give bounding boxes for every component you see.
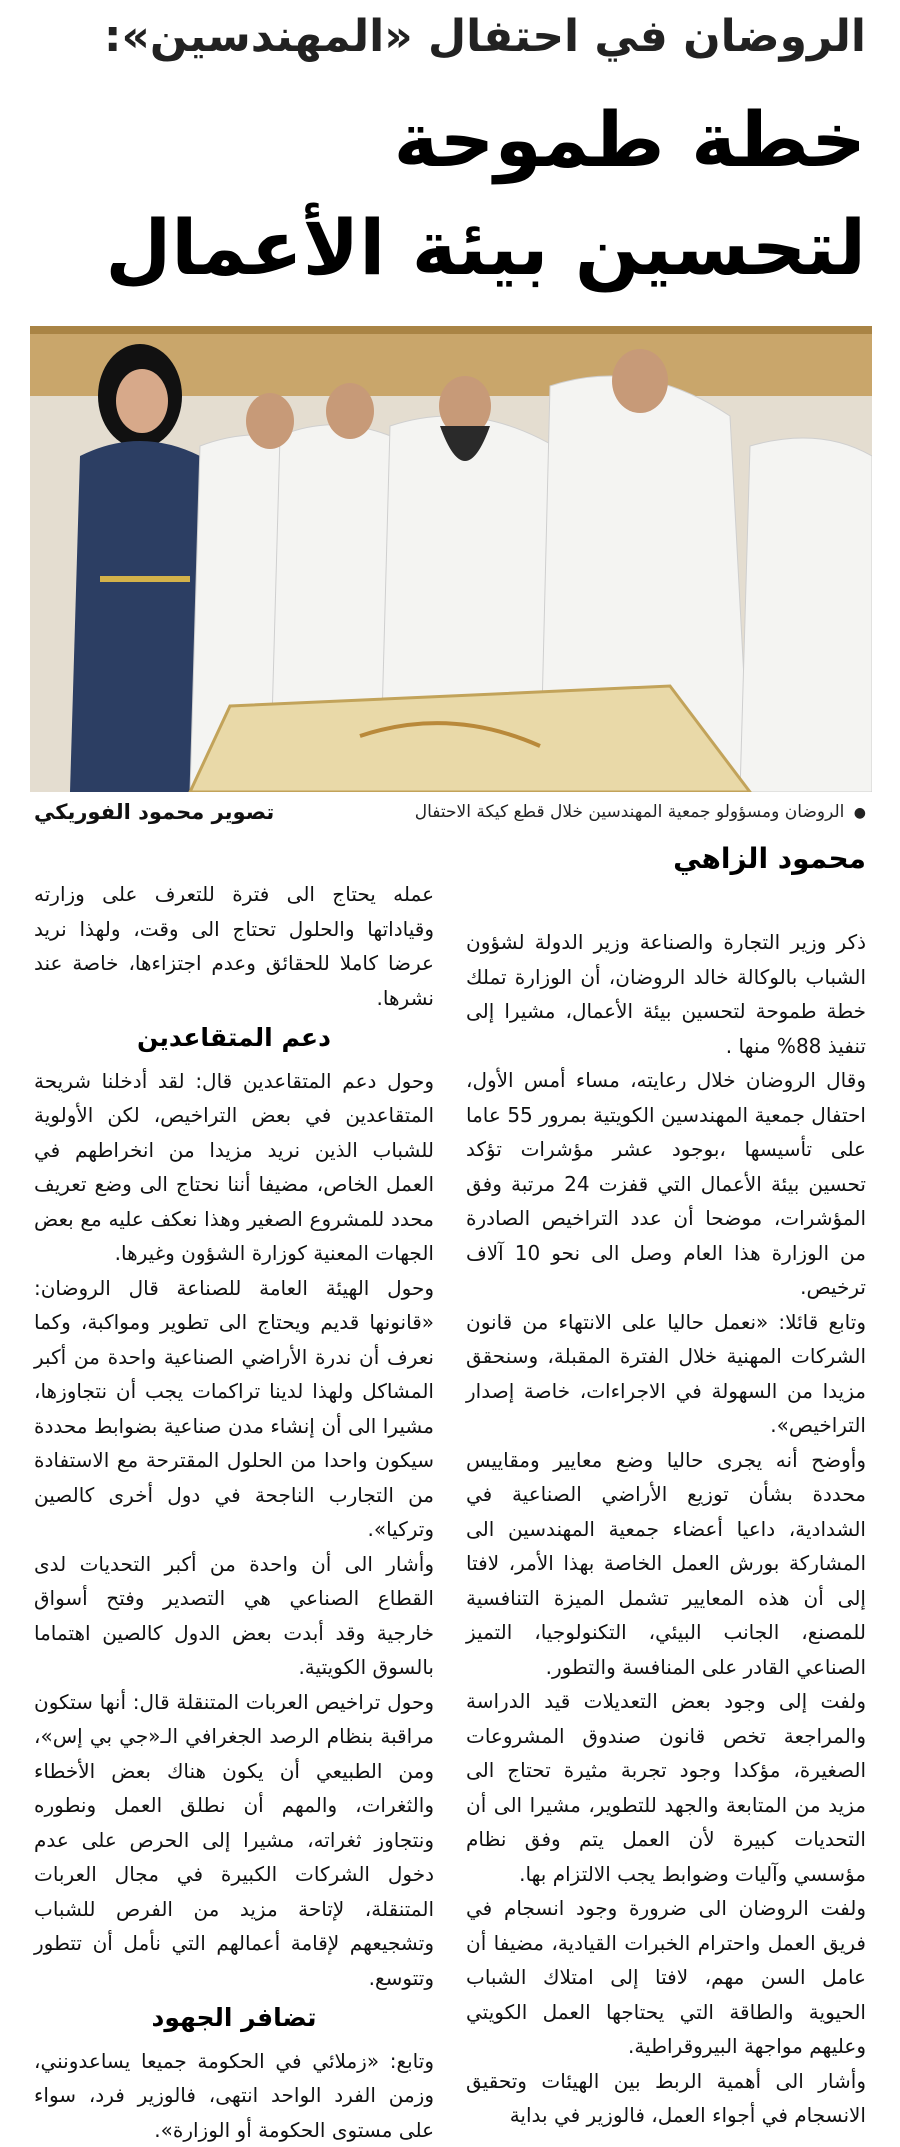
paragraph: وتابع قائلا: «نعمل حاليا على الانتهاء من قانون الشركات المهنية خلال الفترة المقبلة، وسنحقق مزيدا من السهولة في الاجراءات، خاصة إصدار التراخيص». <box>466 1305 866 1443</box>
headline-line-2: لتحسين بيئة الأعمال <box>34 206 866 290</box>
author-byline: محمود الزاهي <box>673 842 866 875</box>
paragraph: وأوضح أنه يجرى حاليا وضع معايير ومقاييس محددة بشأن توزيع الأراضي الصناعية في الشدادية، داعيا أعضاء جمعية المهندسين الى المشاركة بورش العمل الخاصة بهذا الأمر، لافتا إلى أن هذه المعايير تشمل الميزة التنافسية للمصنع، الجانب البيئي، التكنولوجيا، التميز الصناعي القادر على المنافسة والتطور. <box>466 1443 866 1685</box>
paragraph: وحول دعم المتقاعدين قال: لقد أدخلنا شريحة المتقاعدين في بعض التراخيص، لكن الأولوية للشباب الذين نريد مزيدا من انخراطهم في العمل الخاص، مضيفا أننا نحتاج الى وضع تعريف محدد للمشروع الصغير وهذا نعكف عليه مع بعض الجهات المعنية كوزارة الشؤون وغيرها. <box>34 1064 434 1271</box>
paragraph: ذكر وزير التجارة والصناعة وزير الدولة لشؤون الشباب بالوكالة خالد الروضان، أن الوزارة تملك خطة طموحة لتحسين بيئة الأعمال، مشيرا إلى تنفيذ 88% منها . <box>466 925 866 1063</box>
photo-illustration <box>30 326 872 792</box>
photo-caption <box>415 802 866 822</box>
paragraph: وأشار الى أهمية الربط بين الهيئات وتحقيق الانسجام في أجواء العمل، فالوزير في بداية <box>466 2064 866 2133</box>
headline-line-1: خطة طموحة <box>34 98 866 182</box>
photo-credit: تصوير محمود الفوريكي <box>34 800 274 824</box>
article-photo <box>30 326 872 792</box>
photo-caption-text: الروضان ومسؤولو جمعية المهندسين خلال قطع كيكة الاحتفال <box>415 802 845 822</box>
section-heading-efforts: تضافر الجهود <box>34 2001 434 2036</box>
paragraph: وحول الهيئة العامة للصناعة قال الروضان: «قانونها قديم ويحتاج الى تطوير ومواكبة، وكما نعرف أن ندرة الأراضي الصناعية واحدة من أكبر المشاكل ولهذا لدينا تراكمات يجب أن نتجاوزها، مشيرا الى أن إنشاء مدن صناعية بضوابط محددة سيكون واحدا من الحلول المقترحة مع الاستفادة من التجارب الناجحة في دول أخرى كالصين وتركيا». <box>34 1271 434 1547</box>
paragraph: وحول تراخيص العربات المتنقلة قال: أنها ستكون مراقبة بنظام الرصد الجغرافي الـ«جي بي إس»، ومن الطبيعي أن يكون هناك بعض الأخطاء والثغرات، والمهم أن نطلق العمل ونطوره ونتجاوز ثغراته، مشيرا إلى الحرص على عدم دخول الشركات الكبيرة في مجال العربات المتنقلة، لإتاحة مزيد من الفرص للشباب وتشجيعهم لإقامة أعمالهم التي نأمل أن تتطور وتتوسع. <box>34 1685 434 1996</box>
paragraph: وأشار الى أن واحدة من أكبر التحديات لدى القطاع الصناعي هي التصدير وفتح أسواق خارجية وقد أبدت بعض الدول كالصين اهتماما بالسوق الكويتية. <box>34 1547 434 1685</box>
article-column-right <box>466 925 866 2133</box>
paragraph: وقال الروضان خلال رعايته، مساء أمس الأول، احتفال جمعية المهندسين الكويتية بمرور 55 عاما على تأسيسها ،بوجود عشر مؤشرات تؤكد تحسين بيئة الأعمال التي قفزت 24 مرتبة وفق المؤشرات، موضحا أن عدد التراخيص الصادرة من الوزارة هذا العام وصل الى نحو 10 آلاف ترخيص. <box>466 1063 866 1305</box>
paragraph: ولفت إلى وجود بعض التعديلات قيد الدراسة والمراجعة تخص قانون صندوق المشروعات الصغيرة، مؤكدا وجود تجربة مثيرة تحتاج الى مزيد من المتابعة والجهد للتطوير، مشيرا الى أن التحديات كبيرة لأن العمل يتم وفق نظام مؤسسي وآليات وضوابط يجب الالتزام بها. <box>466 1684 866 1891</box>
bullet-icon: ● <box>854 805 866 821</box>
paragraph: عمله يحتاج الى فترة للتعرف على وزارته وقياداتها والحلول تحتاج الى وقت، ولهذا نريد عرضا كاملا للحقائق وعدم اجتزاءها، خاصة عند نشرها. <box>34 877 434 1015</box>
paragraph: ولفت الروضان الى ضرورة وجود انسجام في فريق العمل واحترام الخبرات القيادية، مضيفا أن عامل السن مهم، لافتا إلى امتلاك الشباب الحيوية والطاقة التي يحتاجها العمل الكويتي وعليهم مواجهة البيروقراطية. <box>466 1891 866 2064</box>
paragraph: وتابع: «زملائي في الحكومة جميعا يساعدونني، وزمن الفرد الواحد انتهى، فالوزير فرد، سواء على مستوى الحكومة أو الوزارة». <box>34 2044 434 2147</box>
section-heading-retirees: دعم المتقاعدين <box>34 1021 434 1056</box>
article-column-left <box>34 877 434 2147</box>
article-kicker: الروضان في احتفال «المهندسين»: <box>34 12 866 63</box>
